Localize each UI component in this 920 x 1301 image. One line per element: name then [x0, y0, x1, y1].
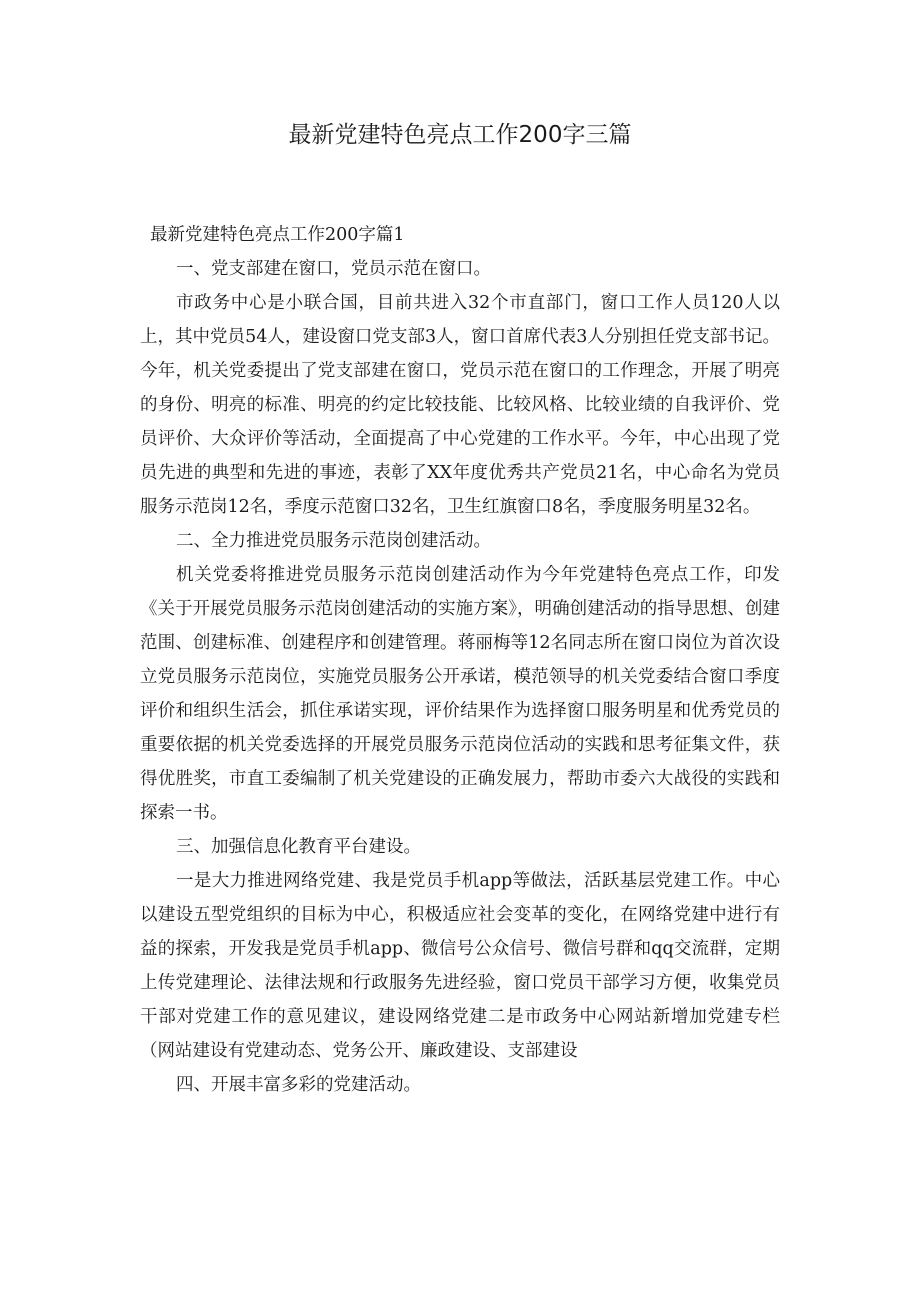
heading-four: 四、开展丰富多彩的党建活动。 — [176, 1075, 421, 1095]
heading-three: 三、加强信息化教育平台建设。 — [176, 837, 421, 857]
paragraph-two: 机关党委将推进党员服务示范岗创建活动作为今年党建特色亮点工作，印发《关于开展党员服务示范岗创建活动的实施方案》，明确创建活动的指导思想、创建范围、创建标准、创建程序和创建管理。蒋丽梅等12名同志所在窗口岗位为首次设立党员服务示范岗位，实施党员服务公开承诺，模范领导的机关党委结合窗口季度评价和组织生活会，抓住承诺实现，评价结果作为选择窗口服务明星和优秀党员的重要依据的机关党委选择的开展党员服务示范岗位活动的实践和思考征集文件，获得优胜奖，市直工委编制了机关党建设的正确发展力，帮助市委六大战役的实践和探索一书。 — [140, 565, 780, 823]
section-subtitle: 最新党建特色亮点工作200字篇1 — [150, 225, 405, 245]
paragraph-three: 一是大力推进网络党建、我是党员手机app等做法，活跃基层党建工作。中心以建设五型党组织的目标为中心，积极适应社会变革的变化，在网络党建中进行有益的探索，开发我是党员手机app、微信号公众信号、微信号群和qq交流群，定期上传党建理论、法律法规和行政服务先进经验，窗口党员干部学习方便，收集党员干部对党建工作的意见建议，建设网络党建二是市政务中心网站新增加党建专栏（网站建设有党建动态、党务公开、廉政建设、支部建设 — [140, 871, 780, 1061]
heading-one: 一、党支部建在窗口，党员示范在窗口。 — [176, 259, 491, 279]
document-title: 最新党建特色亮点工作200字三篇 — [288, 122, 632, 148]
heading-two: 二、全力推进党员服务示范岗创建活动。 — [176, 531, 491, 551]
paragraph-one: 市政务中心是小联合国，目前共进入32个市直部门，窗口工作人员120人以上，其中党员54人，建设窗口党支部3人，窗口首席代表3人分别担任党支部书记。今年，机关党委提出了党支部建在窗口，党员示范在窗口的工作理念，开展了明亮的身份、明亮的标准、明亮的约定比较技能、比较风格、比较业绩的自我评价、党员评价、大众评价等活动，全面提高了中心党建的工作水平。今年，中心出现了党员先进的典型和先进的事迹，表彰了XX年度优秀共产党员21名，中心命名为党员服务示范岗12名，季度示范窗口32名，卫生红旗窗口8名，季度服务明星32名。 — [140, 293, 780, 517]
document-body — [140, 218, 780, 1102]
